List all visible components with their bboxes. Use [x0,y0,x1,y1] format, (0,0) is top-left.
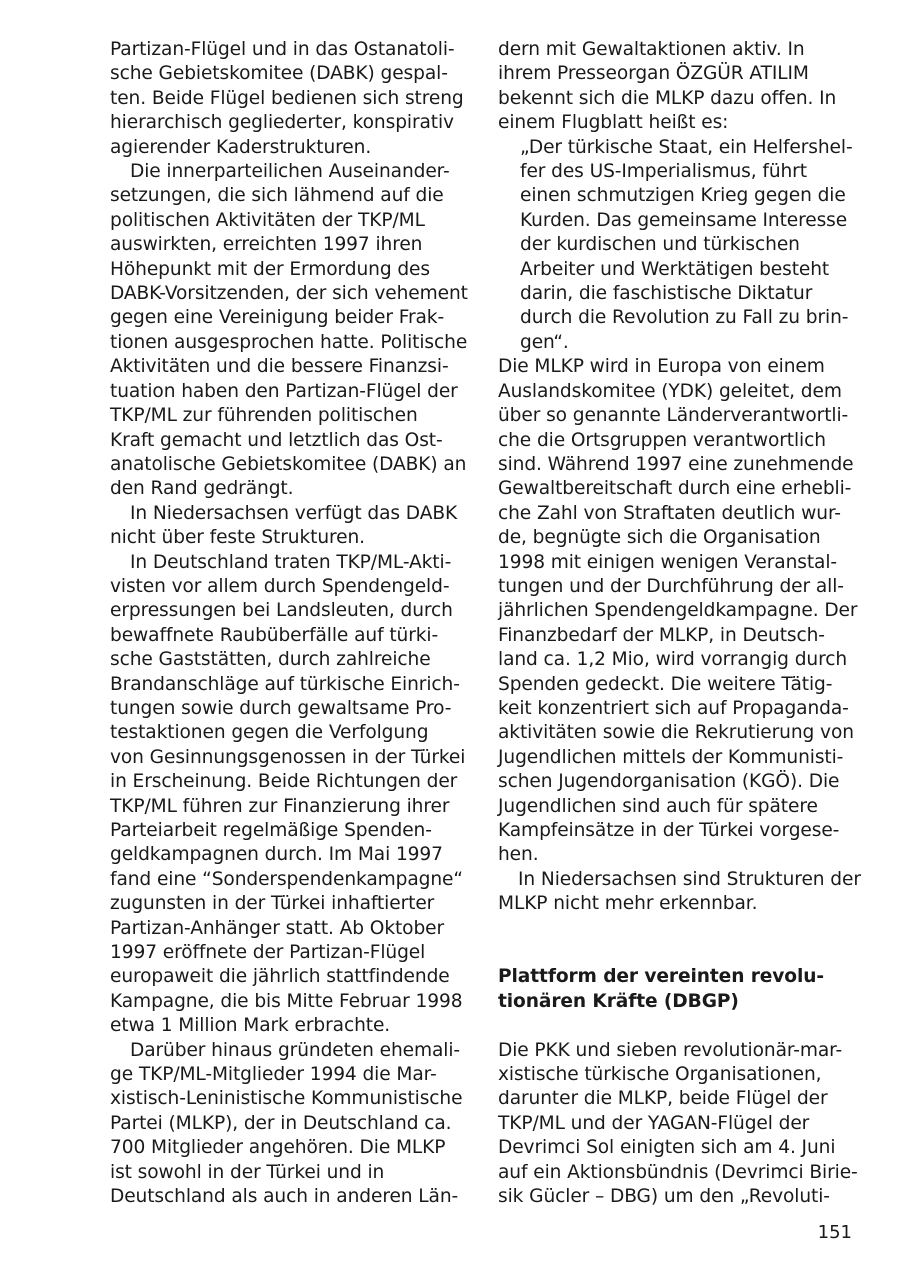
text-line: Darüber hinaus gründeten ehemali- [130,1039,461,1061]
text-line: Aktivitäten und die bessere Finanzsi- [110,356,449,378]
text-line: ist sowohl in der Türkei und in [110,1161,385,1183]
text-line: einen schmutzigen Krieg gegen die [520,185,846,207]
text-line: europaweit die jährlich stattfindende [110,966,450,988]
text-line: Plattform der vereinten revolu- [498,966,825,988]
text-line: hierarchisch gegliederter, konspirativ [110,112,454,134]
text-line: DABK-Vorsitzenden, der sich vehement [110,283,468,305]
text-line: darin, die faschistische Diktatur [520,283,813,305]
text-line: Deutschland als auch in anderen Län- [110,1186,459,1208]
text-line: auswirkten, erreichten 1997 ihren [110,234,423,256]
text-line: von Gesinnungsgenossen in der Türkei [110,746,466,768]
text-line: Gewaltbereitschaft durch eine erhebli- [498,478,852,500]
text-line: geldkampagnen durch. Im Mai 1997 [110,844,443,866]
text-line: politischen Aktivitäten der TKP/ML [110,209,425,231]
text-line: auf ein Aktionsbündnis (Devrimci Birie- [498,1161,858,1183]
text-line: Kraft gemacht und letztlich das Ost- [110,429,443,451]
text-line: etwa 1 Million Mark erbrachte. [110,1015,391,1037]
text-line: Kampagne, die bis Mitte Februar 1998 [110,990,463,1012]
text-line: dern mit Gewaltaktionen aktiv. In [498,39,805,60]
text-line: nicht über feste Strukturen. [110,527,365,549]
text-line: Kurden. Das gemeinsame Interesse [520,209,848,231]
text-line: in Erscheinung. Beide Richtungen der [110,771,458,793]
text-line: Spenden gedeckt. Die weitere Tätig- [498,673,833,695]
text-line: land ca. 1,2 Mio, wird vorrangig durch [498,649,848,671]
text-line: In Niedersachsen verfügt das DABK [130,502,458,524]
text-line: darunter die MLKP, beide Flügel der [498,1088,828,1110]
text-line: sche Gaststätten, durch zahlreiche [110,649,431,671]
text-line: xistische türkische Organisationen, [498,1064,822,1086]
text-line: agierender Kaderstrukturen. [110,136,372,158]
text-line: Parteiarbeit regelmäßige Spenden- [110,820,432,841]
text-line: Höhepunkt mit der Ermordung des [110,258,430,280]
spacer [498,1014,860,1038]
text-line: 700 Mitglieder angehören. Die MLKP [110,1137,446,1159]
spacer [498,941,860,965]
page-number: 151 [817,1222,852,1243]
right-paragraph-bottom [498,1039,860,1210]
text-line: che Zahl von Straftaten deutlich wur- [498,502,841,524]
text-line: 1998 mit einigen wenigen Veranstal- [498,551,838,573]
quote-block [498,136,860,356]
text-line: Die PKK und sieben revolutionär-mar- [498,1039,843,1061]
text-line: durch die Revolution zu Fall zu brin- [520,307,849,329]
text-line: über so genannte Länderverantwortli- [498,405,849,427]
text-line: schen Jugendorganisation (KGÖ). Die [498,771,840,793]
text-line: tungen sowie durch gewaltsame Pro- [110,697,452,719]
section-heading [498,965,860,1014]
text-line: Partizan-Anhänger statt. Ab Oktober [110,917,445,939]
text-line: Jugendlichen sind auch für spätere [498,795,818,817]
text-line: einem Flugblatt heißt es: [498,112,729,134]
text-line: tionären Kräfte (DBGP) [498,990,739,1012]
text-line: In Niedersachsen sind Strukturen der [518,868,861,890]
text-line: bewaffnete Raubüberfälle auf türki- [110,624,439,646]
text-line: ten. Beide Flügel bedienen sich streng [110,87,464,109]
text-line: ge TKP/ML-Mitglieder 1994 die Mar- [110,1064,437,1086]
text-line: Finanzbedarf der MLKP, in Deutsch- [498,624,825,646]
text-line: sik Gücler – DBG) um den „Revoluti- [498,1186,830,1208]
text-line: der kurdischen und türkischen [520,234,800,256]
text-line: MLKP nicht mehr erkennbar. [498,893,758,915]
text-line: hen. [498,844,539,866]
text-line: „Der türkische Staat, ein Helfershel- [520,136,853,158]
text-line: Partizan-Flügel und in das Ostanatoli- [110,39,455,60]
text-line: TKP/ML zur führenden politischen [110,405,418,427]
text-line: Partei (MLKP), der in Deutschland ca. [110,1112,452,1134]
text-line: Die MLKP wird in Europa von einem [498,356,825,378]
text-line: tionen ausgesprochen hatte. Politische [110,331,468,353]
text-line: xistisch-Leninistische Kommunistische [110,1088,463,1110]
text-line: Devrimci Sol einigten sich am 4. Juni [498,1137,836,1159]
text-line: che die Ortsgruppen verantwortlich [498,429,826,451]
text-line: TKP/ML und der YAGAN-Flügel der [498,1112,810,1134]
text-line: Die innerparteilichen Auseinander- [130,161,450,183]
text-line: 1997 eröffnete der Partizan-Flügel [110,942,426,964]
text-line: aktivitäten sowie die Rekrutierung von [498,722,854,744]
text-line: keit konzentriert sich auf Propaganda- [498,697,849,719]
text-line: setzungen, die sich lähmend auf die [110,185,444,207]
text-line: Kampfeinsätze in der Türkei vorgese- [498,820,840,841]
right-paragraph-top [498,38,860,136]
text-line: de, begnügte sich die Organisation [498,527,821,549]
text-line: TKP/ML führen zur Finanzierung ihrer [110,795,450,817]
right-column [498,38,860,1209]
text-line: Auslandskomitee (YDK) geleitet, dem [498,380,842,402]
text-line: anatolische Gebietskomitee (DABK) an [110,453,467,475]
text-line: bekennt sich die MLKP dazu offen. In [498,87,837,109]
text-line: ihrem Presseorgan ÖZGÜR ATILIM [498,63,809,85]
text-line: fand eine “Sonderspendenkampagne“ [110,868,463,890]
spacer [498,917,860,941]
text-line: jährlichen Spendengeldkampagne. Der [498,600,858,622]
text-line: testaktionen gegen die Verfolgung [110,722,429,744]
text-line: fer des US-Imperialismus, führt [520,161,807,183]
text-line: Brandanschläge auf türkische Einrich- [110,673,460,695]
text-line: tuation haben den Partizan-Flügel der [110,380,458,402]
text-line: tungen und der Durchführung der all- [498,575,844,597]
text-line: gen“. [520,331,569,353]
text-line: Arbeiter und Werktätigen besteht [520,258,830,280]
text-line: sche Gebietskomitee (DABK) gespal- [110,63,448,85]
text-line: erpressungen bei Landsleuten, durch [110,600,453,622]
text-line: Jugendlichen mittels der Kommunisti- [498,746,844,768]
text-line: visten vor allem durch Spendengeld- [110,575,450,597]
text-line: sind. Während 1997 eine zunehmende [498,453,854,475]
right-paragraph-mid [498,355,860,916]
left-column [110,38,466,1210]
text-line: den Rand gedrängt. [110,478,294,500]
text-line: gegen eine Vereinigung beider Frak- [110,307,445,329]
text-line: In Deutschland traten TKP/ML-Akti- [130,551,452,573]
text-line: zugunsten in der Türkei inhaftierter [110,893,435,915]
